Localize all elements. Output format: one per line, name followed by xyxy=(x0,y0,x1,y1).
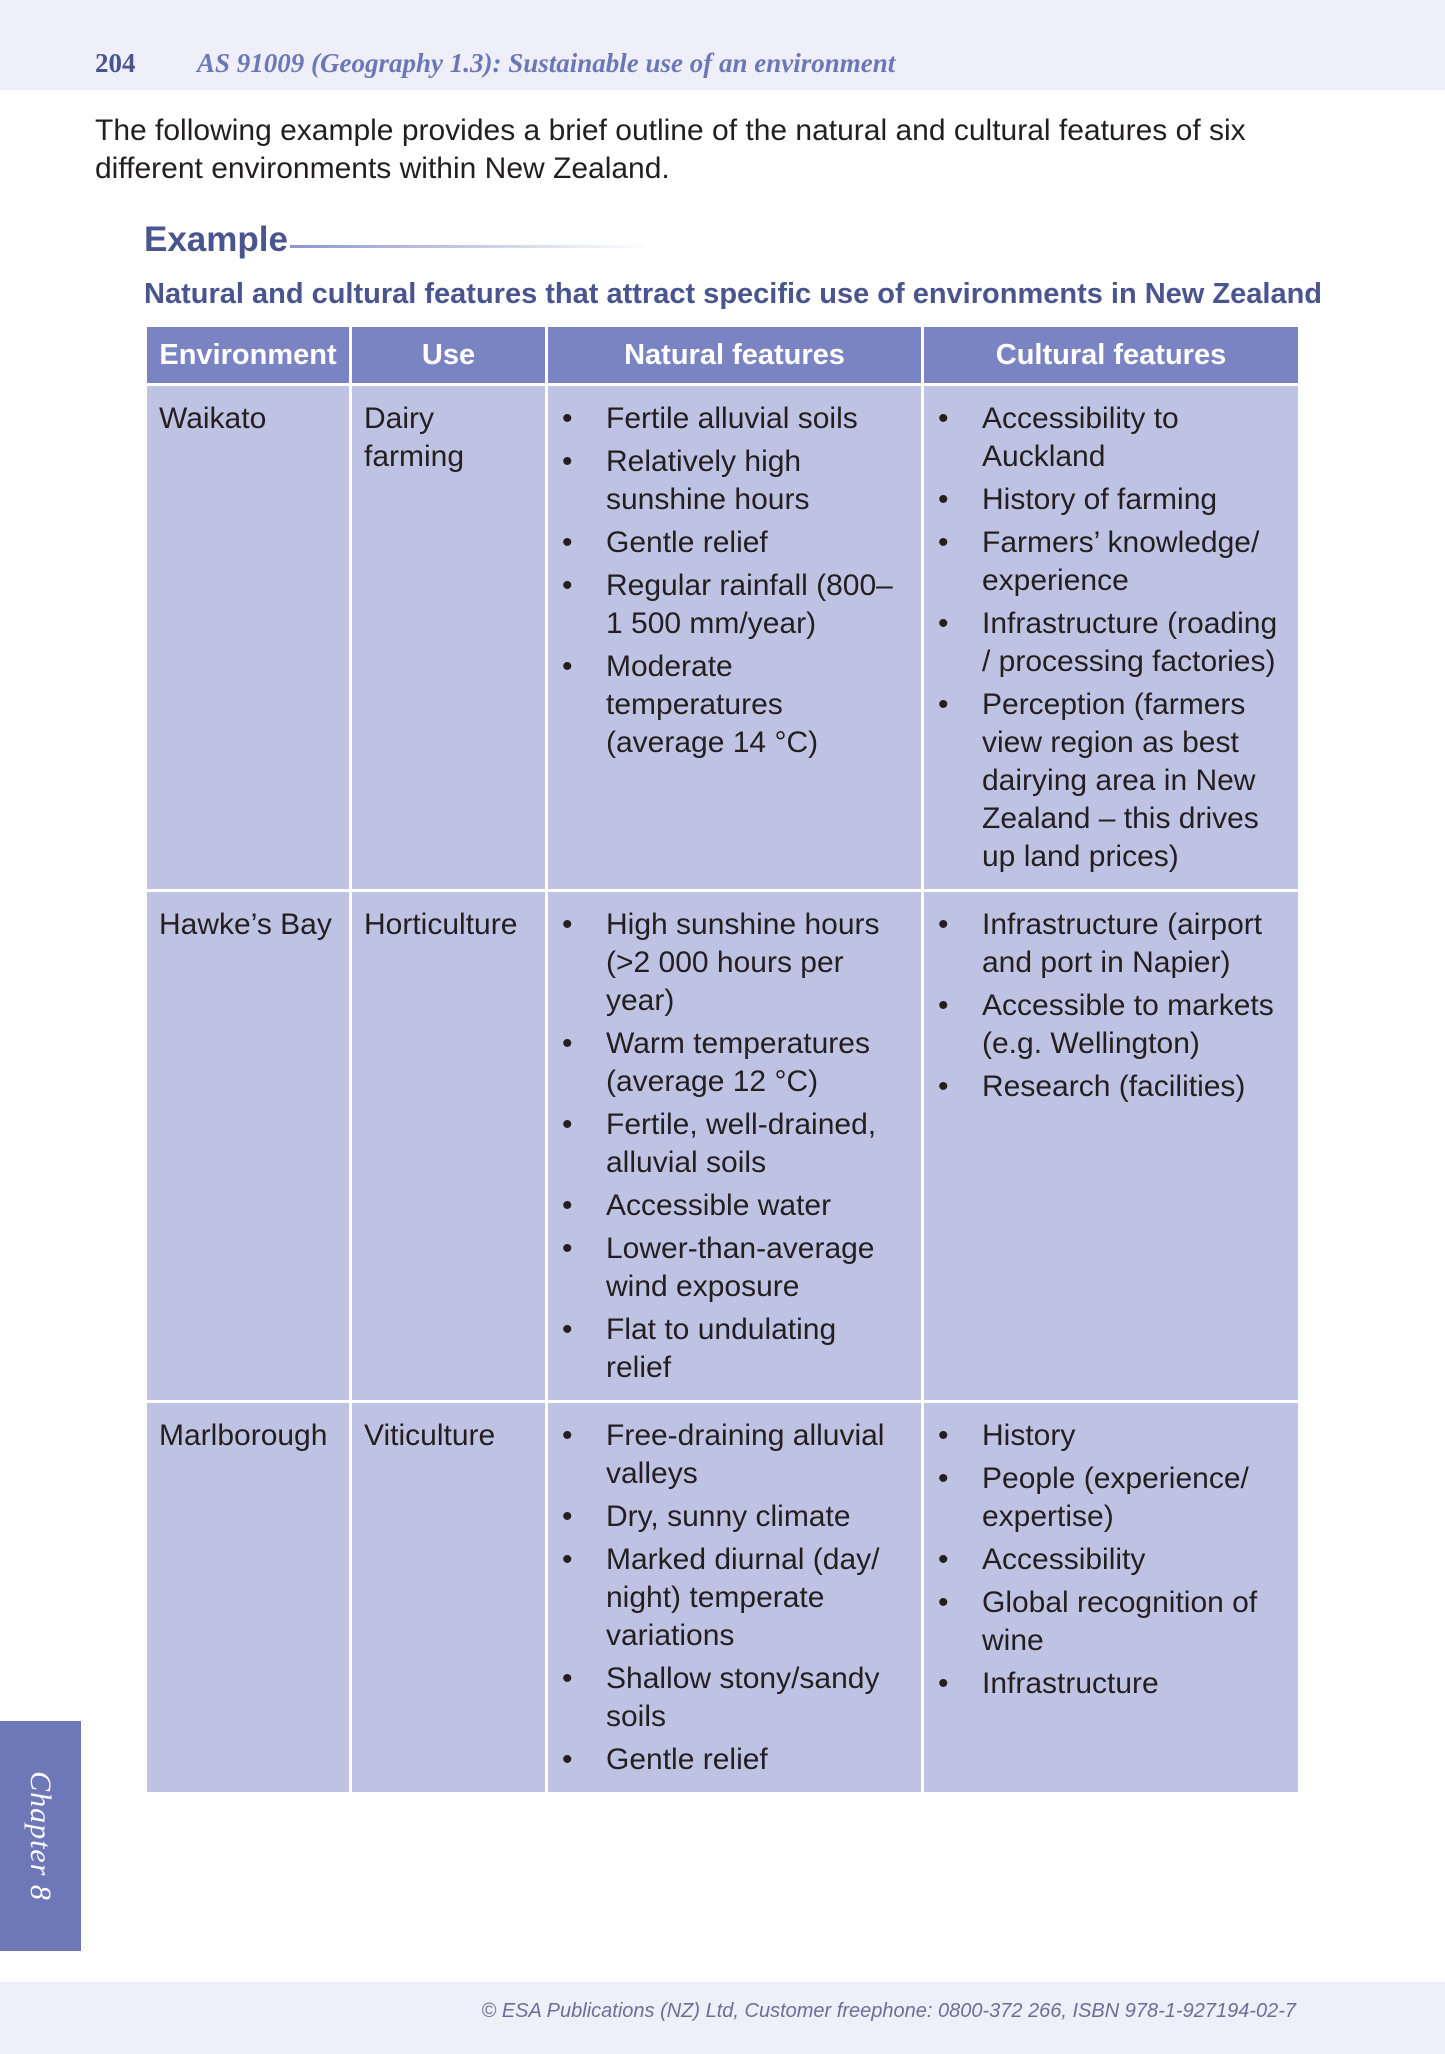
running-head: AS 91009 (Geography 1.3): Sustainable use of an environment xyxy=(197,48,896,78)
page-number: 204 xyxy=(95,48,136,78)
use-cell: Viticulture xyxy=(351,1402,547,1794)
cultural-features-cell xyxy=(923,1402,1300,1794)
list-item: • Shallow stony/sandy soils xyxy=(560,1660,909,1736)
list-item: • Infrastructure xyxy=(936,1665,1286,1703)
column-header-natural-features: Natural features xyxy=(547,326,923,385)
list-item: • History xyxy=(936,1417,1286,1455)
example-heading-rule xyxy=(290,245,650,248)
list-item: • Fertile alluvial soils xyxy=(560,400,909,438)
column-header-cultural-features: Cultural features xyxy=(923,326,1300,385)
table-header-row xyxy=(146,326,1300,385)
table-title: Natural and cultural features that attract specific use of environments in New Zealand xyxy=(144,278,1323,310)
list-item: • Gentle relief xyxy=(560,524,909,562)
environment-cell: Marlborough xyxy=(146,1402,351,1794)
features-table xyxy=(144,324,1301,1795)
cultural-features-list xyxy=(936,1417,1286,1703)
list-item: • Lower-than-average wind exposure xyxy=(560,1230,909,1306)
list-item: • Infrastructure (roading / processing factories) xyxy=(936,605,1286,681)
table-row xyxy=(146,385,1300,891)
list-item: • Accessible to markets (e.g. Wellington) xyxy=(936,987,1286,1063)
natural-features-list xyxy=(560,906,909,1387)
chapter-label: Chapter 8 xyxy=(24,1771,57,1901)
list-item: • Moderate temperatures (average 14 °C) xyxy=(560,648,909,762)
cultural-features-list xyxy=(936,400,1286,876)
example-heading: Example xyxy=(144,220,288,259)
cultural-features-cell xyxy=(923,891,1300,1402)
natural-features-cell xyxy=(547,1402,923,1794)
cultural-features-cell xyxy=(923,385,1300,891)
list-item: • Marked diurnal (day/ night) temperate variations xyxy=(560,1541,909,1655)
use-cell: Dairy farming xyxy=(351,385,547,891)
table-row xyxy=(146,891,1300,1402)
list-item: • People (experience/ expertise) xyxy=(936,1460,1286,1536)
list-item: • Farmers’ knowledge/ experience xyxy=(936,524,1286,600)
list-item: • Infrastructure (airport and port in Napier) xyxy=(936,906,1286,982)
column-header-environment: Environment xyxy=(146,326,351,385)
list-item: • Perception (farmers view region as best dairying area in New Zealand – this drives up land prices) xyxy=(936,686,1286,876)
cultural-features-list xyxy=(936,906,1286,1106)
list-item: • Regular rainfall (800–1 500 mm/year) xyxy=(560,567,909,643)
list-item: • Dry, sunny climate xyxy=(560,1498,909,1536)
list-item: • Flat to undulating relief xyxy=(560,1311,909,1387)
intro-paragraph: The following example provides a brief outline of the natural and cultural features of six different environments within New Zealand. xyxy=(95,114,1246,185)
list-item: • High sunshine hours (>2 000 hours per year) xyxy=(560,906,909,1020)
list-item: • Warm temperatures (average 12 °C) xyxy=(560,1025,909,1101)
table-row xyxy=(146,1402,1300,1794)
environment-cell: Waikato xyxy=(146,385,351,891)
natural-features-cell xyxy=(547,385,923,891)
natural-features-cell xyxy=(547,891,923,1402)
natural-features-list xyxy=(560,400,909,762)
list-item: • Gentle relief xyxy=(560,1741,909,1779)
list-item: • Fertile, well-drained, alluvial soils xyxy=(560,1106,909,1182)
list-item: • Research (facilities) xyxy=(936,1068,1286,1106)
chapter-tab xyxy=(0,1721,81,1951)
list-item: • Global recognition of wine xyxy=(936,1584,1286,1660)
natural-features-list xyxy=(560,1417,909,1779)
list-item: • Relatively high sunshine hours xyxy=(560,443,909,519)
use-cell: Horticulture xyxy=(351,891,547,1402)
list-item: • Free-draining alluvial valleys xyxy=(560,1417,909,1493)
list-item: • Accessibility to Auckland xyxy=(936,400,1286,476)
list-item: • History of farming xyxy=(936,481,1286,519)
list-item: • Accessible water xyxy=(560,1187,909,1225)
environment-cell: Hawke’s Bay xyxy=(146,891,351,1402)
column-header-use: Use xyxy=(351,326,547,385)
footer-copyright: © ESA Publications (NZ) Ltd, Customer freephone: 0800-372 266, ISBN 978-1-927194-02-7 xyxy=(481,2000,1296,2022)
list-item: • Accessibility xyxy=(936,1541,1286,1579)
